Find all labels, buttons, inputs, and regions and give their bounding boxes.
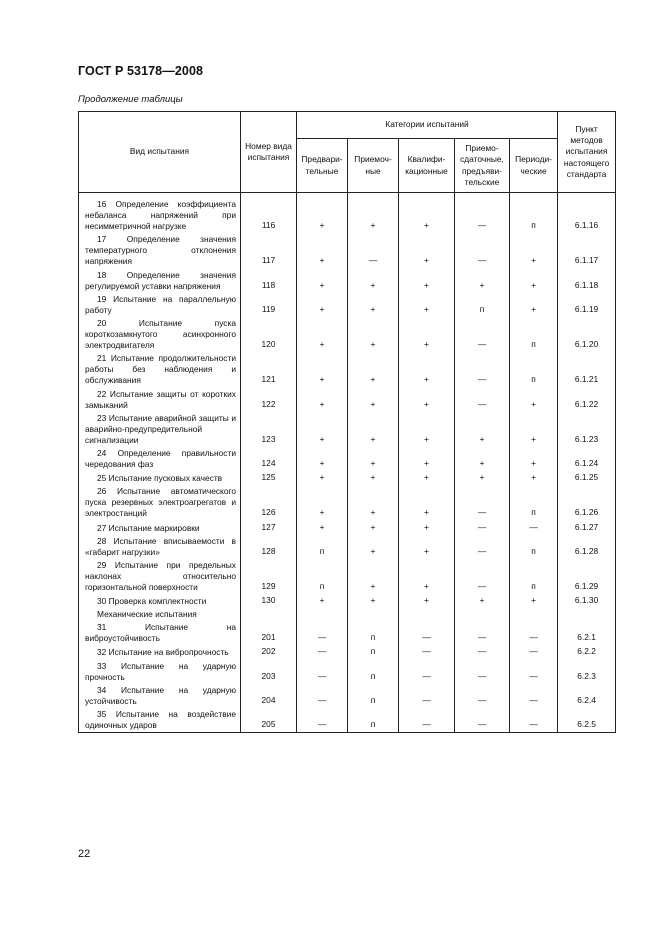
test-number: 126 xyxy=(241,485,297,520)
acceptance-mark: + xyxy=(348,471,399,485)
method-clause: 6.1.26 xyxy=(558,485,616,520)
delivery-mark: + xyxy=(455,594,510,608)
qualification-mark: + xyxy=(399,317,455,352)
test-number: 205 xyxy=(241,708,297,733)
acceptance-mark: + xyxy=(348,485,399,520)
acceptance-mark: + xyxy=(348,269,399,293)
empty-cell xyxy=(558,608,616,621)
preliminary-mark: + xyxy=(297,293,348,317)
header-test-type: Вид испытания xyxy=(79,112,241,193)
periodic-mark: — xyxy=(510,660,558,684)
header-preliminary: Предвари-тельные xyxy=(297,139,348,193)
test-name: 17 Определение значения температурного отклонения напряжения xyxy=(79,233,241,268)
periodic-mark: + xyxy=(510,447,558,471)
section-row xyxy=(79,608,616,621)
preliminary-mark: + xyxy=(297,521,348,535)
qualification-mark: + xyxy=(399,485,455,520)
table-row xyxy=(79,535,616,559)
qualification-mark: — xyxy=(399,708,455,733)
periodic-mark: + xyxy=(510,412,558,447)
test-name: 30 Проверка комплектности xyxy=(79,594,241,608)
test-name: 18 Определение значения регулируемой уставки напряжения xyxy=(79,269,241,293)
table-row xyxy=(79,193,616,234)
test-number: 118 xyxy=(241,269,297,293)
table-row xyxy=(79,447,616,471)
empty-cell xyxy=(455,608,510,621)
delivery-mark: — xyxy=(455,559,510,594)
qualification-mark: + xyxy=(399,269,455,293)
table-row xyxy=(79,233,616,268)
qualification-mark: + xyxy=(399,193,455,234)
method-clause: 6.2.4 xyxy=(558,684,616,708)
periodic-mark: п xyxy=(510,485,558,520)
preliminary-mark: + xyxy=(297,388,348,412)
periodic-mark: — xyxy=(510,621,558,645)
acceptance-mark: п xyxy=(348,708,399,733)
preliminary-mark: — xyxy=(297,708,348,733)
delivery-mark: — xyxy=(455,660,510,684)
section-heading: Механические испытания xyxy=(79,608,241,621)
test-name: 25 Испытание пусковых качеств xyxy=(79,471,241,485)
periodic-mark: — xyxy=(510,684,558,708)
document-title: ГОСТ Р 53178—2008 xyxy=(78,64,204,78)
empty-cell xyxy=(297,608,348,621)
test-number: 203 xyxy=(241,660,297,684)
method-clause: 6.1.25 xyxy=(558,471,616,485)
header-test-number: Номер вида испытания xyxy=(241,112,297,193)
table-row xyxy=(79,317,616,352)
table-row xyxy=(79,269,616,293)
qualification-mark: + xyxy=(399,559,455,594)
table-row xyxy=(79,645,616,659)
test-name: 24 Определение правильности чередования фаз xyxy=(79,447,241,471)
qualification-mark: + xyxy=(399,388,455,412)
periodic-mark: п xyxy=(510,193,558,234)
table-row xyxy=(79,521,616,535)
test-number: 202 xyxy=(241,645,297,659)
periodic-mark: — xyxy=(510,708,558,733)
preliminary-mark: + xyxy=(297,412,348,447)
periodic-mark: — xyxy=(510,645,558,659)
test-number: 120 xyxy=(241,317,297,352)
test-name: 20 Испытание пуска короткозамкнутого асинхронного электродвигателя xyxy=(79,317,241,352)
test-name: 35 Испытание на воздействие одиночных ударов xyxy=(79,708,241,733)
delivery-mark: — xyxy=(455,352,510,387)
preliminary-mark: + xyxy=(297,269,348,293)
preliminary-mark: — xyxy=(297,684,348,708)
method-clause: 6.1.18 xyxy=(558,269,616,293)
acceptance-mark: — xyxy=(348,233,399,268)
test-number: 204 xyxy=(241,684,297,708)
acceptance-mark: п xyxy=(348,660,399,684)
method-clause: 6.1.27 xyxy=(558,521,616,535)
qualification-mark: + xyxy=(399,521,455,535)
table-row xyxy=(79,388,616,412)
periodic-mark: п xyxy=(510,352,558,387)
qualification-mark: + xyxy=(399,594,455,608)
test-number: 122 xyxy=(241,388,297,412)
header-categories: Категории испытаний xyxy=(297,112,558,139)
acceptance-mark: + xyxy=(348,317,399,352)
header-method-clause: Пункт методов испытания настоящего стандарта xyxy=(558,112,616,193)
delivery-mark: — xyxy=(455,388,510,412)
test-name: 22 Испытание защиты от коротких замыканий xyxy=(79,388,241,412)
table-row xyxy=(79,412,616,447)
preliminary-mark: — xyxy=(297,621,348,645)
delivery-mark: — xyxy=(455,485,510,520)
table-row xyxy=(79,485,616,520)
qualification-mark: + xyxy=(399,233,455,268)
method-clause: 6.1.19 xyxy=(558,293,616,317)
qualification-mark: + xyxy=(399,352,455,387)
qualification-mark: + xyxy=(399,412,455,447)
periodic-mark: + xyxy=(510,471,558,485)
preliminary-mark: — xyxy=(297,645,348,659)
test-table xyxy=(78,111,616,733)
periodic-mark: — xyxy=(510,521,558,535)
delivery-mark: + xyxy=(455,269,510,293)
empty-cell xyxy=(510,608,558,621)
delivery-mark: — xyxy=(455,621,510,645)
acceptance-mark: + xyxy=(348,535,399,559)
method-clause: 6.2.1 xyxy=(558,621,616,645)
preliminary-mark: + xyxy=(297,594,348,608)
acceptance-mark: + xyxy=(348,388,399,412)
table-row xyxy=(79,471,616,485)
method-clause: 6.1.28 xyxy=(558,535,616,559)
method-clause: 6.1.24 xyxy=(558,447,616,471)
acceptance-mark: п xyxy=(348,684,399,708)
qualification-mark: — xyxy=(399,660,455,684)
table-row xyxy=(79,293,616,317)
acceptance-mark: + xyxy=(348,594,399,608)
preliminary-mark: + xyxy=(297,193,348,234)
empty-cell xyxy=(399,608,455,621)
table-body xyxy=(79,193,616,733)
table-row xyxy=(79,684,616,708)
periodic-mark: п xyxy=(510,317,558,352)
test-name: 19 Испытание на параллельную работу xyxy=(79,293,241,317)
test-name: 23 Испытание аварийной защиты и аварийно-предупредительной сигнализации xyxy=(79,412,241,447)
test-number: 117 xyxy=(241,233,297,268)
table-row xyxy=(79,594,616,608)
acceptance-mark: + xyxy=(348,447,399,471)
acceptance-mark: + xyxy=(348,293,399,317)
preliminary-mark: + xyxy=(297,317,348,352)
method-clause: 6.1.16 xyxy=(558,193,616,234)
method-clause: 6.1.22 xyxy=(558,388,616,412)
test-number: 123 xyxy=(241,412,297,447)
test-name: 27 Испытание маркировки xyxy=(79,521,241,535)
test-name: 34 Испытание на ударную устойчивость xyxy=(79,684,241,708)
test-name: 29 Испытание при предельных наклонах относительно горизонтальной поверхности xyxy=(79,559,241,594)
preliminary-mark: + xyxy=(297,447,348,471)
periodic-mark: п xyxy=(510,559,558,594)
delivery-mark: п xyxy=(455,293,510,317)
qualification-mark: — xyxy=(399,684,455,708)
test-number: 121 xyxy=(241,352,297,387)
method-clause: 6.2.2 xyxy=(558,645,616,659)
header-periodic: Периоди-ческие xyxy=(510,139,558,193)
preliminary-mark: + xyxy=(297,352,348,387)
test-number: 125 xyxy=(241,471,297,485)
acceptance-mark: + xyxy=(348,352,399,387)
table-row xyxy=(79,352,616,387)
test-name: 33 Испытание на ударную прочность xyxy=(79,660,241,684)
table-row xyxy=(79,559,616,594)
test-number: 116 xyxy=(241,193,297,234)
test-number: 201 xyxy=(241,621,297,645)
test-name: 21 Испытание продолжительности работы без наблюдения и обслуживания xyxy=(79,352,241,387)
table-row xyxy=(79,708,616,733)
periodic-mark: + xyxy=(510,594,558,608)
test-name: 32 Испытание на вибропрочность xyxy=(79,645,241,659)
delivery-mark: — xyxy=(455,645,510,659)
acceptance-mark: п xyxy=(348,645,399,659)
preliminary-mark: + xyxy=(297,233,348,268)
test-name: 26 Испытание автоматического пуска резервных электроагрегатов и электростанций xyxy=(79,485,241,520)
acceptance-mark: + xyxy=(348,559,399,594)
periodic-mark: п xyxy=(510,535,558,559)
method-clause: 6.1.17 xyxy=(558,233,616,268)
delivery-mark: — xyxy=(455,233,510,268)
table-row xyxy=(79,621,616,645)
method-clause: 6.2.5 xyxy=(558,708,616,733)
delivery-mark: + xyxy=(455,412,510,447)
test-name: 28 Испытание вписываемости в «габарит нагрузки» xyxy=(79,535,241,559)
empty-cell xyxy=(348,608,399,621)
delivery-mark: — xyxy=(455,193,510,234)
qualification-mark: — xyxy=(399,645,455,659)
qualification-mark: + xyxy=(399,535,455,559)
header-acceptance: Приемоч-ные xyxy=(348,139,399,193)
method-clause: 6.1.23 xyxy=(558,412,616,447)
page-number: 22 xyxy=(78,848,91,860)
header-delivery: Приемо-сдаточные, предъяви-тельские xyxy=(455,139,510,193)
test-number: 124 xyxy=(241,447,297,471)
test-number: 127 xyxy=(241,521,297,535)
delivery-mark: — xyxy=(455,535,510,559)
test-name: 31 Испытание на виброустойчивость xyxy=(79,621,241,645)
qualification-mark: + xyxy=(399,471,455,485)
acceptance-mark: + xyxy=(348,193,399,234)
method-clause: 6.1.30 xyxy=(558,594,616,608)
qualification-mark: + xyxy=(399,447,455,471)
acceptance-mark: п xyxy=(348,621,399,645)
method-clause: 6.1.20 xyxy=(558,317,616,352)
test-name: 16 Определение коэффициента небаланса напряжений при несимметричной нагрузке xyxy=(79,193,241,234)
acceptance-mark: + xyxy=(348,521,399,535)
test-number: 128 xyxy=(241,535,297,559)
table-continuation-label: Продолжение таблицы xyxy=(78,94,183,105)
periodic-mark: + xyxy=(510,269,558,293)
test-number: 119 xyxy=(241,293,297,317)
preliminary-mark: + xyxy=(297,485,348,520)
delivery-mark: — xyxy=(455,317,510,352)
delivery-mark: + xyxy=(455,471,510,485)
delivery-mark: — xyxy=(455,708,510,733)
delivery-mark: — xyxy=(455,521,510,535)
acceptance-mark: + xyxy=(348,412,399,447)
preliminary-mark: п xyxy=(297,559,348,594)
table-row xyxy=(79,660,616,684)
test-number: 129 xyxy=(241,559,297,594)
qualification-mark: + xyxy=(399,293,455,317)
method-clause: 6.2.3 xyxy=(558,660,616,684)
periodic-mark: + xyxy=(510,233,558,268)
periodic-mark: + xyxy=(510,388,558,412)
qualification-mark: — xyxy=(399,621,455,645)
preliminary-mark: п xyxy=(297,535,348,559)
empty-cell xyxy=(241,608,297,621)
method-clause: 6.1.29 xyxy=(558,559,616,594)
test-number: 130 xyxy=(241,594,297,608)
delivery-mark: — xyxy=(455,684,510,708)
delivery-mark: + xyxy=(455,447,510,471)
preliminary-mark: — xyxy=(297,660,348,684)
header-qualification: Квалифи-кационные xyxy=(399,139,455,193)
periodic-mark: + xyxy=(510,293,558,317)
method-clause: 6.1.21 xyxy=(558,352,616,387)
preliminary-mark: + xyxy=(297,471,348,485)
